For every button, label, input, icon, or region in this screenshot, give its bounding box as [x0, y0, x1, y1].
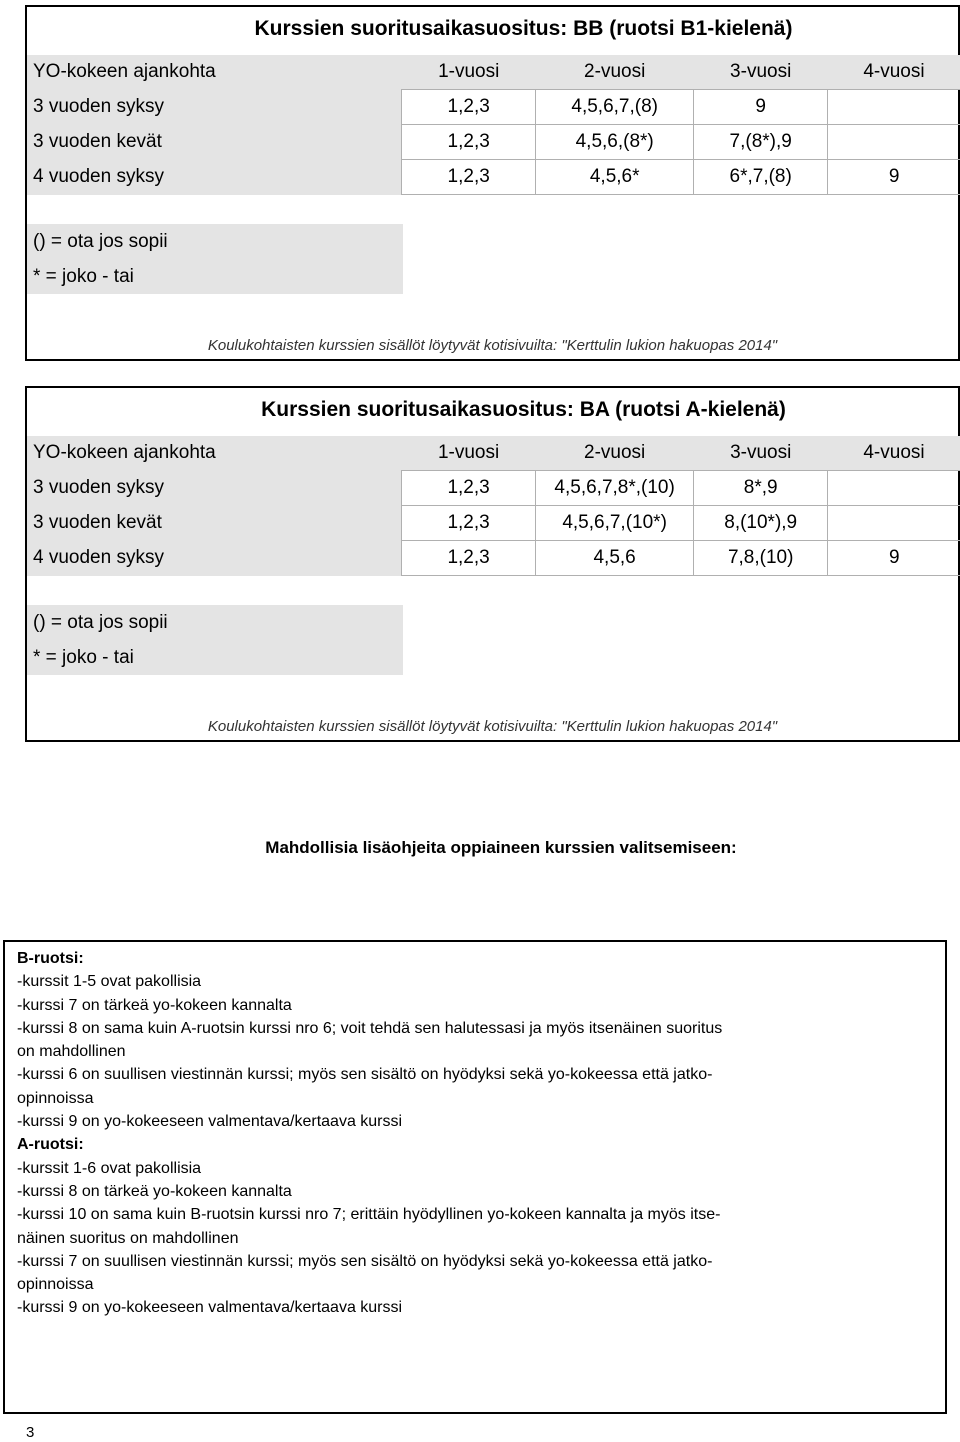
table-cell: 8,(10*),9	[693, 506, 828, 541]
source-note: Koulukohtaisten kurssien sisällöt löytyvät kotisivuilta: "Kerttulin lukion hakuopas 2014"	[207, 337, 778, 354]
instruction-line: -kurssi 9 on yo-kokeeseen valmentava/kertaava kurssi	[17, 1299, 403, 1317]
table-row	[27, 541, 960, 576]
legend-item: () = ota jos sopii	[33, 231, 168, 252]
table-cell: 4,5,6*	[536, 160, 693, 195]
legend-item: * = joko - tai	[33, 647, 134, 668]
table-title: Kurssien suoritusaikasuositus: BB (ruotsi B1-kielenä)	[254, 17, 793, 40]
instruction-line: -kurssi 8 on sama kuin A-ruotsin kurssi nro 6; voit tehdä sen halutessasi ja myös itsenäinen suoritus	[17, 1019, 723, 1037]
row-label: 4 vuoden syksy	[27, 160, 401, 195]
table-cell: 4,5,6	[536, 541, 694, 576]
schedule-box-bb	[25, 5, 960, 361]
table-row	[27, 90, 960, 125]
table-cell: 1,2,3	[401, 506, 535, 541]
source-note: Koulukohtaisten kurssien sisällöt löytyvät kotisivuilta: "Kerttulin lukion hakuopas 2014"	[207, 718, 778, 735]
header-cell: 4-vuosi	[828, 436, 960, 471]
instruction-line: -kurssi 7 on suullisen viestinnän kurssi; myös sen sisältö on hyödyksi sekä yo-kokeessa että jatko-	[17, 1252, 713, 1270]
header-cell: 2-vuosi	[536, 436, 694, 471]
schedule-table	[27, 436, 960, 576]
header-cell: 1-vuosi	[401, 55, 536, 90]
header-cell: 2-vuosi	[536, 55, 693, 90]
table-cell: 6*,7,(8)	[693, 160, 828, 195]
instructions-box	[3, 940, 947, 1414]
table-row	[27, 471, 960, 506]
page-number: 3	[26, 1424, 35, 1441]
row-label: 3 vuoden syksy	[27, 90, 401, 125]
instruction-line: -kurssi 7 on tärkeä yo-kokeen kannalta	[17, 996, 292, 1014]
table-cell: 8*,9	[693, 471, 828, 506]
row-label: 3 vuoden kevät	[27, 506, 401, 541]
table-title: Kurssien suoritusaikasuositus: BA (ruotsi A-kielenä)	[261, 398, 786, 421]
instruction-line: näinen suoritus on mahdollinen	[17, 1229, 239, 1247]
table-cell	[828, 125, 960, 160]
header-cell: 1-vuosi	[401, 436, 535, 471]
table-cell: 1,2,3	[401, 160, 536, 195]
row-label: 3 vuoden syksy	[27, 471, 401, 506]
table-cell: 1,2,3	[401, 471, 535, 506]
row-label: 4 vuoden syksy	[27, 541, 401, 576]
table-cell: 7,8,(10)	[693, 541, 828, 576]
table-header-row	[27, 436, 960, 471]
row-label: 3 vuoden kevät	[27, 125, 401, 160]
table-cell	[828, 471, 960, 506]
instruction-line: opinnoissa	[17, 1276, 94, 1294]
legend-item: () = ota jos sopii	[33, 612, 168, 633]
table-cell: 1,2,3	[401, 541, 535, 576]
header-cell: 3-vuosi	[693, 436, 828, 471]
table-cell: 4,5,6,(8*)	[536, 125, 693, 160]
instructions-text	[17, 947, 925, 1320]
table-row	[27, 125, 960, 160]
instruction-line: -kurssi 10 on sama kuin B-ruotsin kurssi nro 7; erittäin hyödyllinen yo-kokeen kannalta ja myös itse-	[17, 1206, 721, 1224]
table-row	[27, 506, 960, 541]
instruction-line: -kurssit 1-5 ovat pakollisia	[17, 973, 202, 991]
instruction-line: -kurssi 8 on tärkeä yo-kokeen kannalta	[17, 1182, 292, 1200]
instruction-line: -kurssi 9 on yo-kokeeseen valmentava/kertaava kurssi	[17, 1113, 403, 1131]
table-cell	[828, 90, 960, 125]
legend	[27, 605, 403, 675]
table-row	[27, 160, 960, 195]
instruction-line: opinnoissa	[17, 1089, 94, 1107]
header-cell: YO-kokeen ajankohta	[27, 55, 401, 90]
b-ruotsi-heading: B-ruotsi:	[17, 950, 84, 967]
a-ruotsi-heading: A-ruotsi:	[17, 1136, 84, 1154]
header-cell: YO-kokeen ajankohta	[27, 436, 401, 471]
table-header-row	[27, 55, 960, 90]
schedule-table	[27, 55, 960, 195]
table-cell: 1,2,3	[401, 125, 536, 160]
instruction-line: on mahdollinen	[17, 1043, 126, 1061]
table-cell	[828, 506, 960, 541]
legend-item: * = joko - tai	[33, 266, 134, 287]
instruction-line: -kurssi 6 on suullisen viestinnän kurssi; myös sen sisältö on hyödyksi sekä yo-kokeessa että jatko-	[17, 1066, 713, 1084]
table-cell: 9	[693, 90, 828, 125]
table-cell: 7,(8*),9	[693, 125, 828, 160]
table-cell: 9	[828, 160, 960, 195]
header-cell: 4-vuosi	[828, 55, 960, 90]
table-cell: 9	[828, 541, 960, 576]
table-cell: 4,5,6,7,(10*)	[536, 506, 694, 541]
instructions-heading: Mahdollisia lisäohjeita oppiaineen kurssien valitsemiseen:	[265, 838, 737, 857]
legend	[27, 224, 403, 294]
table-cell: 1,2,3	[401, 90, 536, 125]
instruction-line: -kurssit 1-6 ovat pakollisia	[17, 1159, 202, 1177]
header-cell: 3-vuosi	[693, 55, 828, 90]
schedule-box-ba	[25, 386, 960, 742]
table-cell: 4,5,6,7,8*,(10)	[536, 471, 694, 506]
table-cell: 4,5,6,7,(8)	[536, 90, 693, 125]
